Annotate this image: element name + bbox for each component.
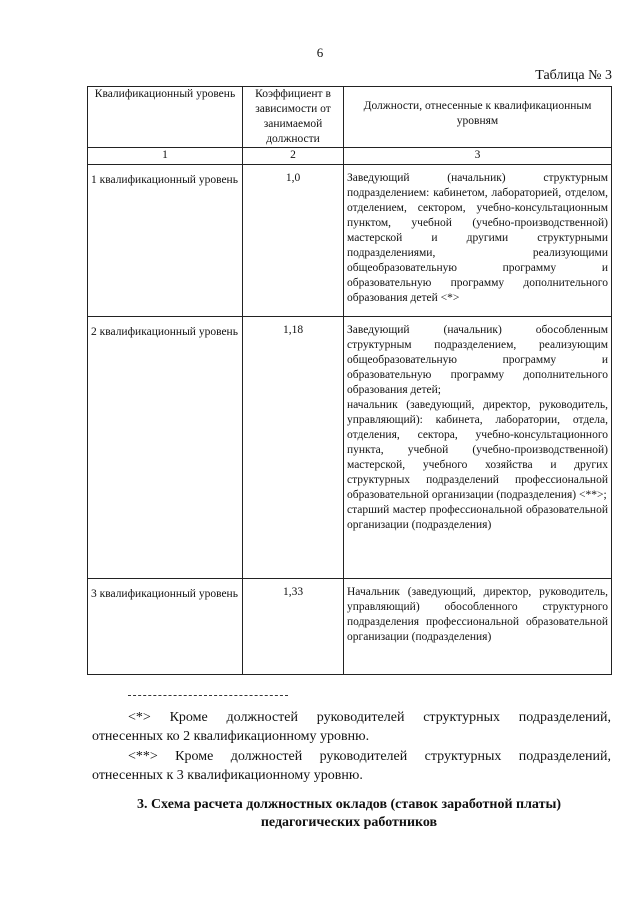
section-heading-line: 3. Схема расчета должностных окладов (ставок заработной платы): [136, 797, 562, 812]
footnote-text: отнесенных к 3 квалификационному уровню.: [92, 768, 363, 783]
table-header-row: [88, 87, 612, 148]
table-caption: Таблица № 3: [535, 68, 612, 83]
positions-cell: [344, 579, 612, 675]
section-heading-line: педагогических работников: [260, 815, 438, 830]
header-level: Квалификационный уровень: [88, 87, 243, 148]
footnote-separator: [128, 695, 288, 696]
qualification-table: [87, 86, 612, 675]
column-number-row: [88, 148, 612, 165]
coefficient-value: 1,33: [243, 579, 344, 675]
header-coefficient: Коэффициент в зависимости от занимаемой должности: [243, 87, 344, 148]
positions-cell: [344, 165, 612, 317]
footnote-text: <*> Кроме должностей руководителей структурных подразделений,: [128, 710, 611, 725]
footnote-text: <**> Кроме должностей руководителей структурных подразделений,: [128, 749, 611, 764]
position-text: Заведующий (начальник) обособленным структурным подразделением, реализующим общеобразовательную программу и образовательную программу дополнительного образования детей;: [347, 324, 608, 396]
footnote-2: [92, 747, 611, 785]
table-row: [88, 165, 612, 317]
header-positions: Должности, отнесенные к квалификационным уровням: [344, 87, 612, 148]
qualification-level: 3 квалификационный уровень: [88, 579, 243, 675]
coefficient-value: 1,0: [243, 165, 344, 317]
column-number: 1: [88, 148, 243, 165]
footnote-1: [92, 708, 611, 746]
table-row: [88, 579, 612, 675]
column-number: 2: [243, 148, 344, 165]
section-heading: [87, 796, 611, 832]
table-row: [88, 317, 612, 579]
position-text: начальник (заведующий, директор, руководитель, управляющий): кабинета, лаборатории, отдела, отделения, сектора, учебно-консультационного пункта, учебной (учебно-производственной) мастерской, учебного хозяйства и других структурных подразделений профессиональной образовательной организации (подразделения) <**>;: [347, 399, 608, 501]
coefficient-value: 1,18: [243, 317, 344, 579]
column-number: 3: [344, 148, 612, 165]
qualification-level: 1 квалификационный уровень: [88, 165, 243, 317]
qualification-level: 2 квалификационный уровень: [88, 317, 243, 579]
position-text: Заведующий (начальник) структурным подразделением: кабинетом, лабораторией, отделом, отделением, сектором, учебно-консультационным пунктом, учебной (учебно-производственной) мастерской и другими структурными подразделениями, реализующими общеобразовательную программу и образовательную программу дополнительного образования детей <*>: [347, 172, 608, 304]
page-number: 6: [316, 45, 324, 60]
footnote-text: отнесенных ко 2 квалификационному уровню.: [92, 729, 370, 744]
position-text: старший мастер профессиональной образовательной организации (подразделения): [347, 504, 608, 531]
positions-cell: [344, 317, 612, 579]
position-text: Начальник (заведующий, директор, руководитель, управляющий) обособленного структурного подразделения профессиональной образовательной организации (подразделения): [347, 586, 608, 643]
